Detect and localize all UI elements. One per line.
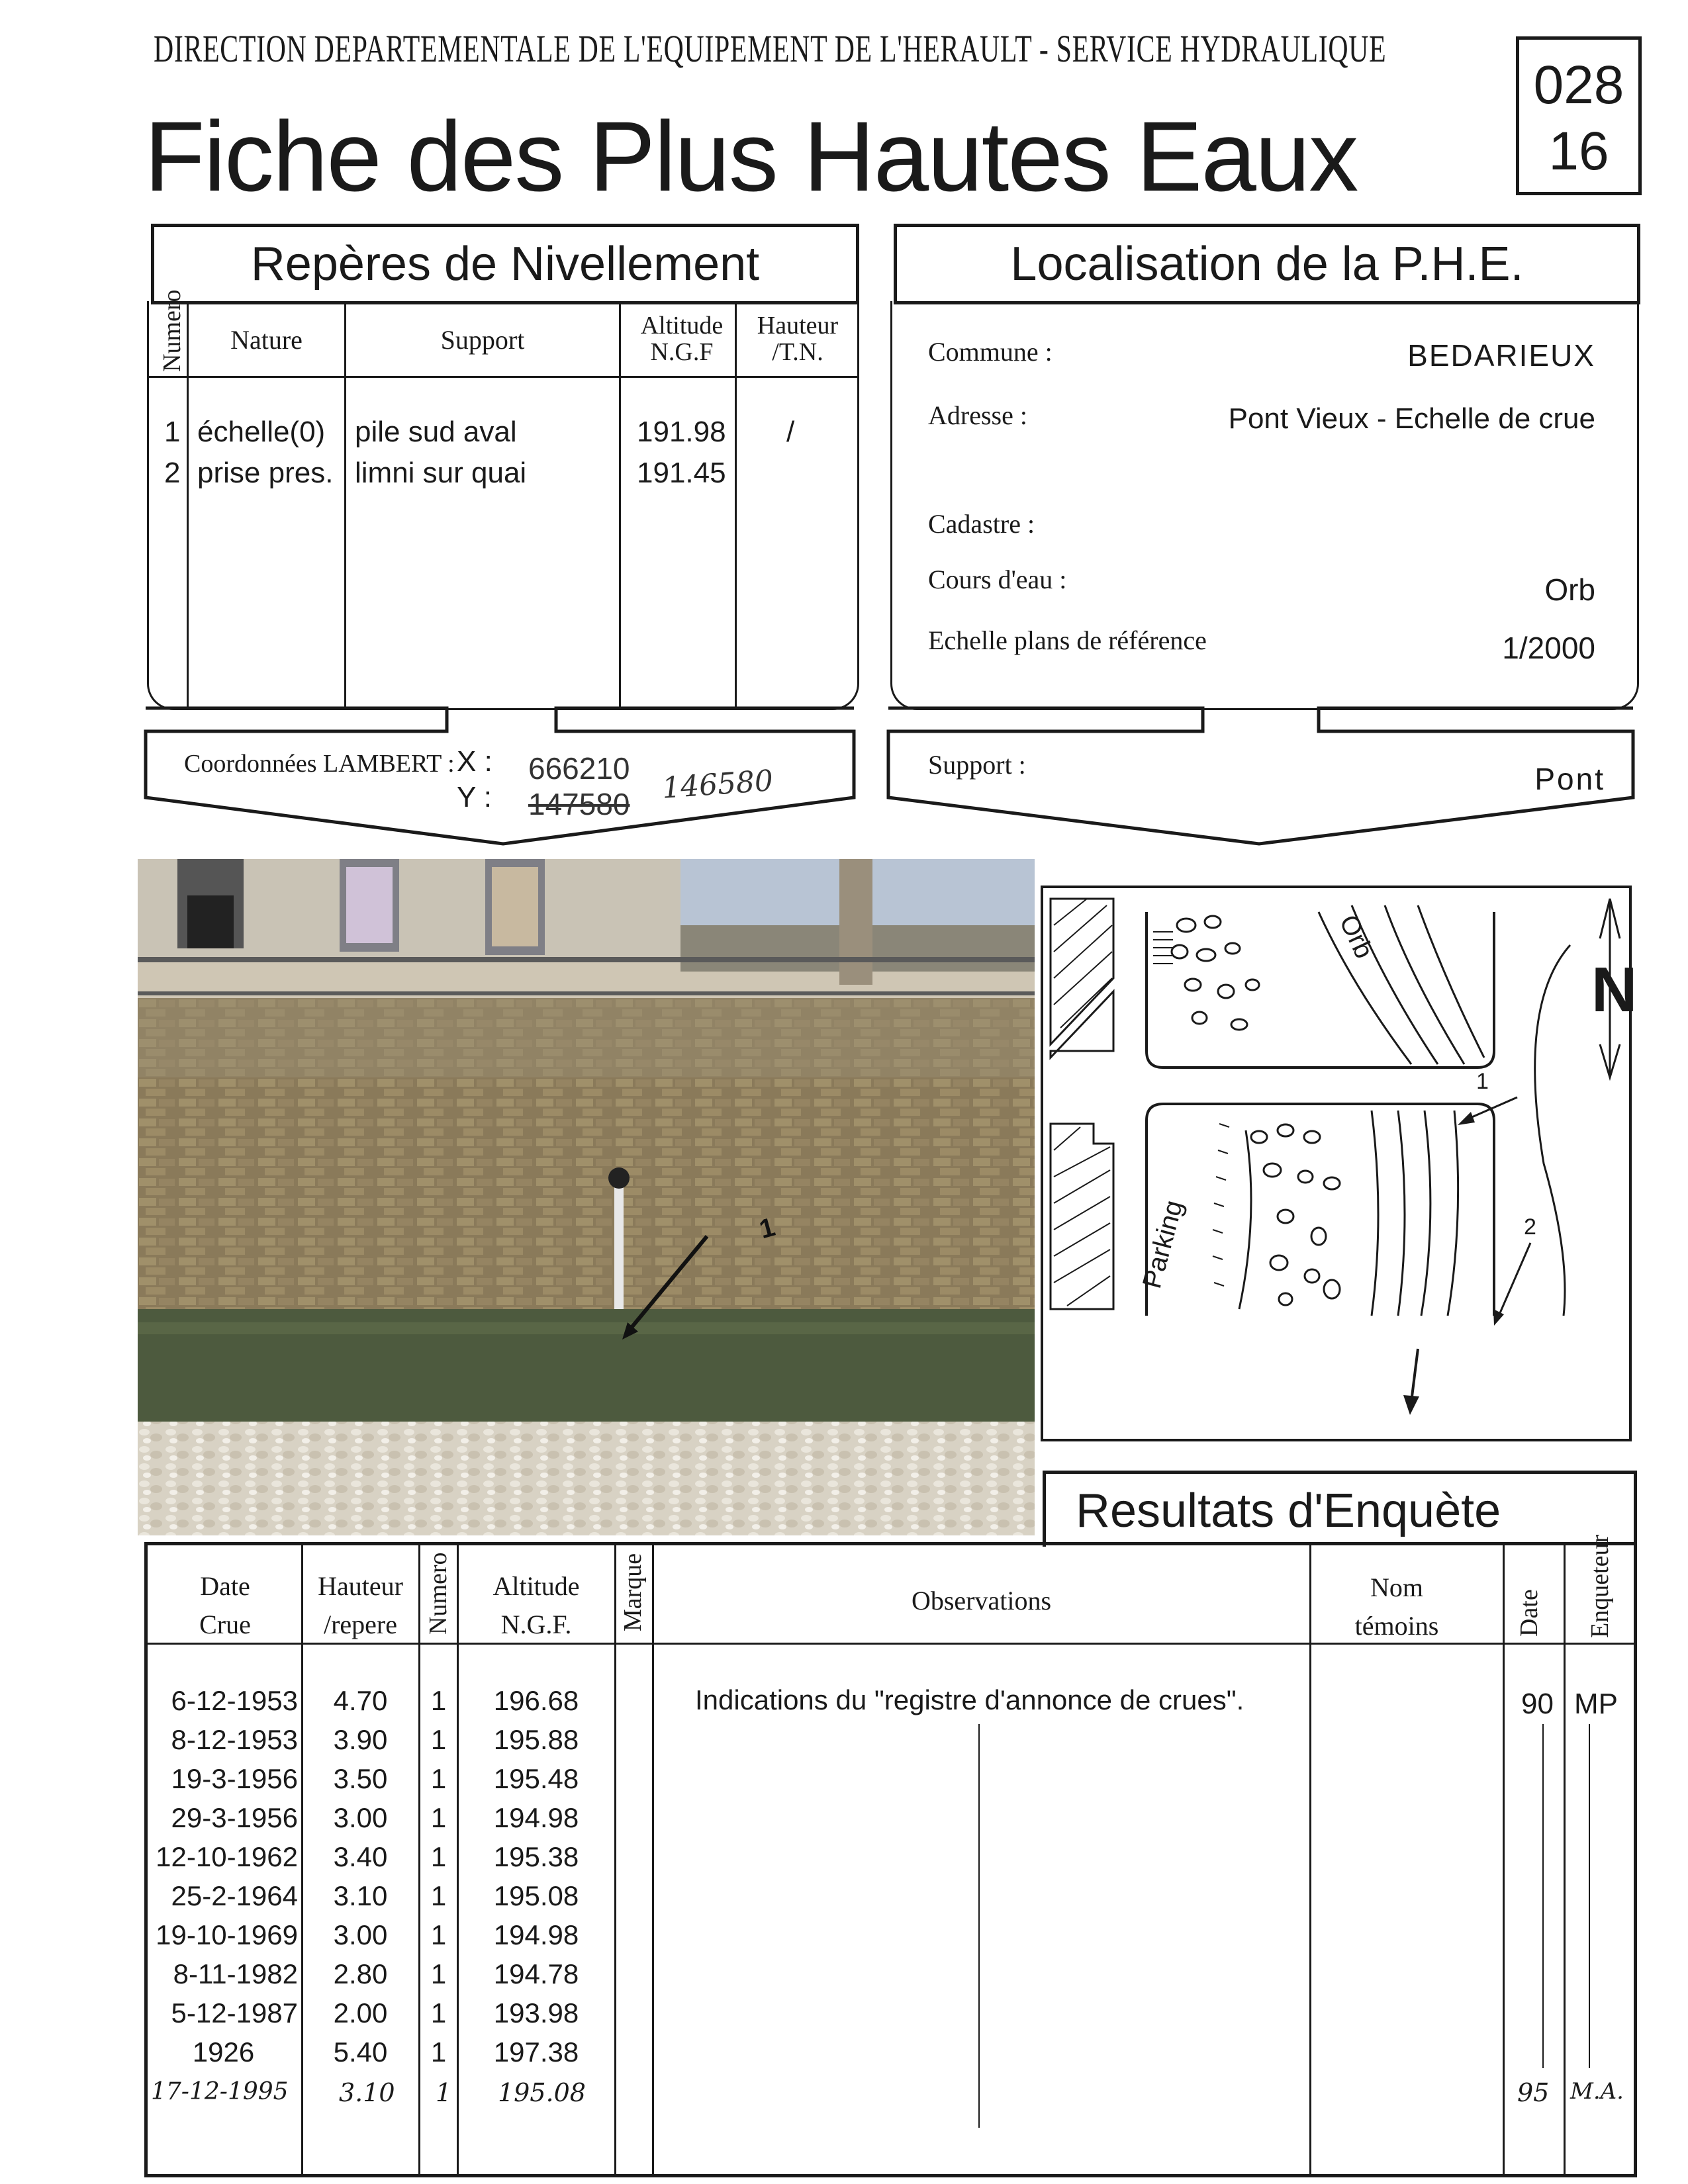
row-numero: 1 [430,1919,447,1950]
photo-marker-1: 1 [756,1212,778,1245]
row-hauteur: 3.10 [333,1880,388,1911]
lambert-y-value-handwritten: 146580 [661,764,774,805]
res-col-nom-temoins: Nom témoins [1354,1572,1439,1641]
res-col-observations: Observations [911,1586,1052,1615]
survey1-date: 90 [1521,1688,1554,1720]
row-date: 5-12-1987 [171,1997,298,2028]
row-hauteur: 2.00 [333,1997,388,2028]
reperes-col-support: Support [440,325,525,355]
row-date: 8-11-1982 [173,1958,298,1989]
row-altitude: 195.88 [493,1724,579,1755]
reperes-col-altitude: Altitude N.G.F [640,312,724,366]
row-numero: 1 [430,1841,447,1872]
row-numero: 1 [430,2036,447,2068]
row-date: 29-3-1956 [171,1802,298,1833]
row-numero: 1 [430,1880,447,1911]
row-altitude: 196.68 [493,1685,579,1716]
reperes-title: Repères de Nivellement [151,224,859,304]
site-photo [138,859,1035,1535]
north-letter: N [1591,954,1638,1025]
row-hauteur: 3.00 [333,1919,388,1950]
row-altitude: 194.98 [493,1919,579,1950]
localisation-title: Localisation de la P.H.E. [894,224,1640,304]
hand-row-altitude: 195.08 [498,2078,586,2107]
reperes-row-1-support: pile sud aval [355,416,517,448]
res-col-altitude: Altitude N.G.F. [492,1571,580,1639]
map-marker-1: 1 [1476,1069,1489,1094]
row-altitude: 195.38 [493,1841,579,1872]
support-value: Pont [1534,762,1605,796]
site-map [1041,886,1638,1441]
lambert-x-value: 666210 [528,751,630,786]
reperes-col-nature: Nature [230,325,303,355]
row-date: 25-2-1964 [171,1880,298,1911]
survey1-enqueteur: MP [1574,1688,1618,1720]
commune-label: Commune : [928,337,1053,367]
row-date: 12-10-1962 [156,1841,298,1872]
map-label-parking: Parking [1137,1197,1189,1292]
row-altitude: 195.48 [493,1763,579,1794]
support-label: Support : [928,750,1026,780]
row-numero: 1 [430,1997,447,2028]
res-col-enqueteur: Enqueteur [1586,1534,1614,1638]
commune-value: BEDARIEUX [1407,338,1595,373]
row-date: 8-12-1953 [171,1724,298,1755]
row-hauteur: 2.80 [333,1958,388,1989]
row-hauteur: 3.40 [333,1841,388,1872]
sheet-code-box [1516,36,1642,195]
echelle-value: 1/2000 [1502,631,1595,665]
row-date: 19-3-1956 [171,1763,298,1794]
resultats-title: Resultats d'Enquète [1076,1484,1501,1537]
sheet-code-bottom: 16 [1548,121,1609,181]
hand-row-date: 17-12-1995 [151,2078,289,2105]
row-numero: 1 [430,1685,447,1716]
reperes-row-2-nature: prise pres. [197,457,334,489]
page-title: Fiche des Plus Hautes Eaux [144,101,1358,212]
lambert-y-value-struck: 147580 [528,787,630,821]
survey2-enqueteur: M.A. [1570,2078,1624,2105]
reperes-header-divider [147,376,857,378]
echelle-label: Echelle plans de référence [928,625,1207,655]
observation-text: Indications du "registre d'annonce de crues". [695,1684,1244,1715]
lambert-y-label: Y : [457,781,492,813]
row-numero: 1 [430,1724,447,1755]
row-altitude: 194.78 [493,1958,579,1989]
res-col-hauteur: Hauteur /repere [318,1571,403,1639]
res-col-date: Date [1515,1589,1543,1637]
res-col-marque: Marque [619,1553,647,1631]
res-col-date-crue: Date Crue [199,1571,251,1639]
hand-row-numero: 1 [436,2078,452,2107]
reperes-row-1-nature: échelle(0) [197,416,326,448]
survey2-date: 95 [1517,2078,1550,2107]
sheet-code-top: 028 [1533,55,1624,115]
row-numero: 1 [430,1802,447,1833]
row-date: 19-10-1969 [156,1919,298,1950]
cadastre-label: Cadastre : [928,509,1035,539]
organization-header: DIRECTION DEPARTEMENTALE DE L'EQUIPEMENT DE L'HERAULT - SERVICE HYDRAULIQUE [154,27,1387,70]
adresse-value: Pont Vieux - Echelle de crue [1228,402,1595,435]
row-date: 1926 [192,2036,255,2068]
cours-eau-label: Cours d'eau : [928,565,1067,594]
adresse-label: Adresse : [928,400,1027,430]
reperes-row-1-num: 1 [164,416,181,448]
row-altitude: 197.38 [493,2036,579,2068]
reperes-row-2-num: 2 [164,457,181,489]
reperes-row-2-support: limni sur quai [355,457,527,489]
row-hauteur: 4.70 [333,1685,388,1716]
map-label-orb: Orb [1333,910,1379,963]
row-numero: 1 [430,1958,447,1989]
row-hauteur: 3.00 [333,1802,388,1833]
row-hauteur: 5.40 [333,2036,388,2068]
row-hauteur: 3.50 [333,1763,388,1794]
row-date: 6-12-1953 [171,1685,298,1716]
reperes-col-numero: Numero [158,289,186,372]
row-hauteur: 3.90 [333,1724,388,1755]
lambert-x-label: X : [457,745,492,778]
row-altitude: 195.08 [493,1880,579,1911]
reperes-col-hauteur: Hauteur /T.N. [757,312,839,366]
row-altitude: 193.98 [493,1997,579,2028]
cours-eau-value: Orb [1544,572,1595,607]
lambert-label: Coordonnées LAMBERT : [184,750,455,778]
row-numero: 1 [430,1763,447,1794]
row-altitude: 194.98 [493,1802,579,1833]
map-marker-2: 2 [1524,1214,1536,1240]
res-col-numero: Numero [424,1552,452,1635]
reperes-row-1-altitude: 191.98 [637,416,726,448]
hand-row-hauteur: 3.10 [339,2078,395,2107]
reperes-row-1-hauteur: / [786,416,795,448]
reperes-row-2-altitude: 191.45 [637,457,726,489]
